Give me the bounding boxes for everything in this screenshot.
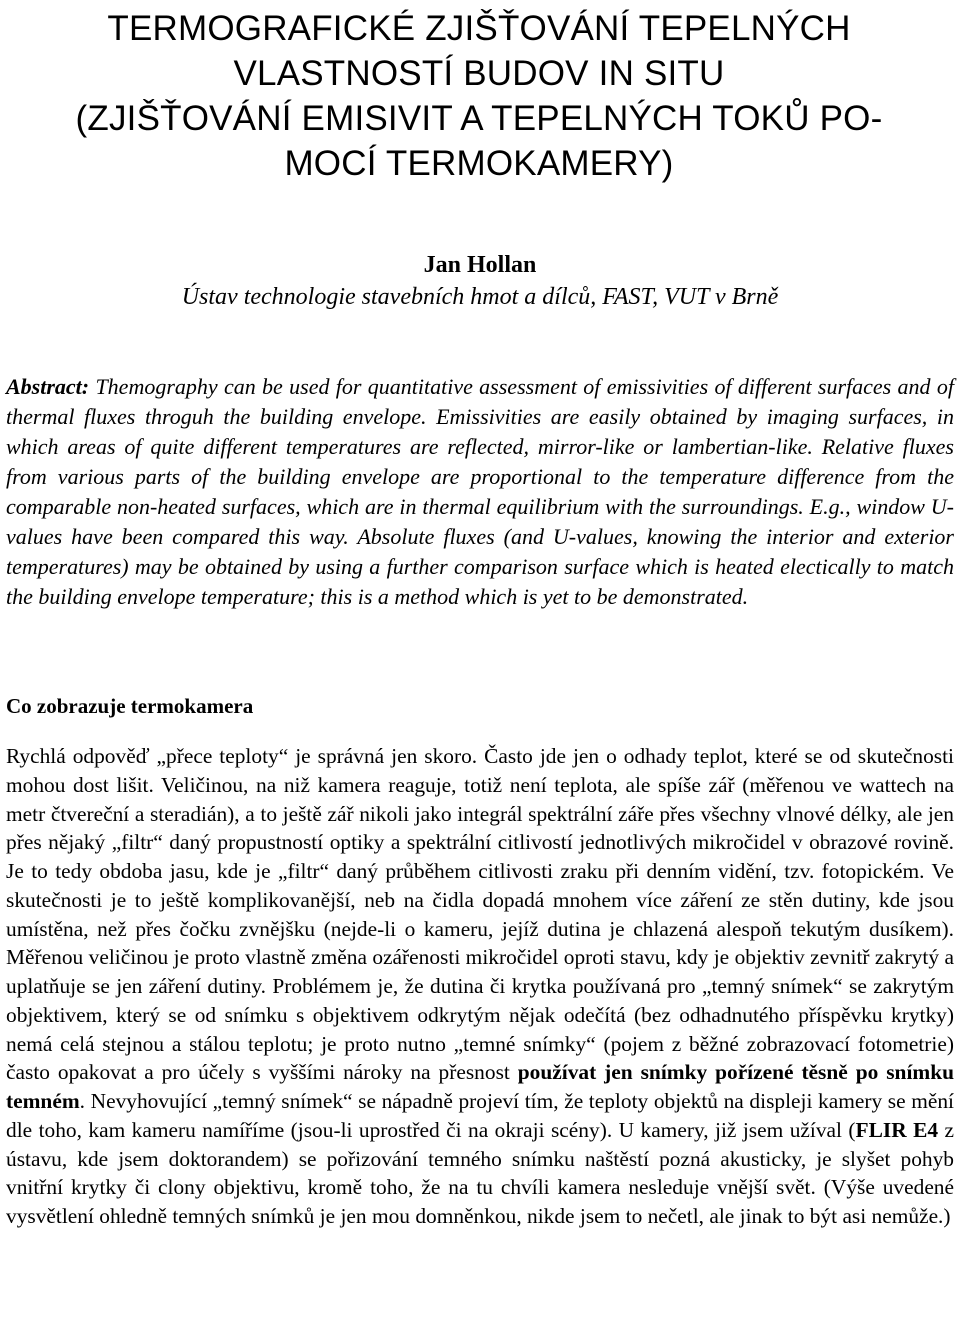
title-line: (ZJIŠŤOVÁNÍ EMISIVIT A TEPELNÝCH TOKŮ PO- — [75, 99, 883, 138]
abstract-text: Themography can be used for quantitative assessment of emissivities of different surfaces and of thermal fluxes throguh the building envelope. Emissivities are easily obtained by imaging surfaces, in which areas of quite different temperatures are reflected, mirror-like or lambertian-like. Relative fluxes from various parts of the building envelope are proportional to the temperature difference from the comparable non-heated surfaces, which are in thermal equilibrium with the surroundings. E.g., window U-values have been compared this way. Absolute fluxes (and U-values, knowing the interior and exterior temperatures) may be obtained by using a further comparison surface which is heated electically to match the building envelope temperature; this is a method which is yet to be demonstrated. — [6, 374, 954, 609]
section-paragraph — [6, 742, 954, 1231]
paragraph-emphasis: používat jen snímky pořízené těsně po snímku temném — [6, 1060, 955, 1113]
title-line: VLASTNOSTÍ BUDOV IN SITU — [233, 54, 725, 93]
paragraph-text: z ústavu, kde jsem doktorandem) se pořizování temného snímku naštěstí pozná akusticky, je slyšet pohyb vnitřní krytky či clony objektivu, kromě toho, že na tu chvíli kamera nesleduje vnější svět. (Výše uvedené vysvětlení ohledně temných snímků je jen mou domněnkou, nikde jsem to nečetl, ale jinak to být asi nemůže.) — [6, 1117, 955, 1228]
author-affiliation: Ústav technologie stavebních hmot a dílců, FAST, VUT v Brně — [181, 284, 779, 310]
paper-title — [6, 6, 952, 186]
author-name: Jan Hollan — [423, 252, 537, 278]
abstract — [6, 372, 954, 612]
paragraph-text: . Nevyhovující „temný snímek“ se nápadně projeví tím, že teploty objektů na displeji kamery se mění dle toho, kam kameru namíříme (jsou-li uprostřed či na okraji scény). U kamery, již jsem užíval ( — [6, 1089, 954, 1142]
camera-model: FLIR E4 — [855, 1117, 939, 1142]
title-line: TERMOGRAFICKÉ ZJIŠŤOVÁNÍ TEPELNÝCH — [107, 9, 851, 48]
title-line: MOCÍ TERMOKAMERY) — [284, 144, 674, 183]
section-heading: Co zobrazuje termokamera — [6, 694, 254, 718]
abstract-label: Abstract: — [6, 374, 90, 399]
paragraph-text: Rychlá odpověď „přece teploty“ je správná jen skoro. Často jde jen o odhady teplot, které se od skutečnosti mohou dost lišit. Veličinou, na niž kamera reaguje, totiž není teplota, ale spíše zář (měřenou ve wattech na metr čtvereční a steradián), a to ještě zář nikoli jako integrál spektrální záře přes všechny vlnové délky, ale jen přes nějaký „filtr“ daný propustností optiky a spektrální citlivostí jednotlivých mikročidel v obrazové rovině. Je to tedy obdoba jasu, kde je „filtr“ daný průběhem citlivosti zraku při denním vidění, tzv. fotopickém. Ve skutečnosti je to ještě komplikovanější, neb na čidla dopadá mnohem více záření ze stěn dutiny, kde jsou umístěna, než přes čočku zvnějšku (nejde-li o kameru, jejíž dutina je chlazená alespoň tekutým dusíkem). Měřenou veličinou je proto vlastně změna ozářenosti mikročidel oproti stavu, kdy je objektiv zevnitř zakrytý a uplatňuje se jen záření dutiny. Problémem je, že dutina či krytka používaná pro „temný snímek“ se zakrytým objektivem, který se od snímku s objektivem odkrytým nějak odečítá (bez odhadnutého příspěvku krytky) nemá celá stejnou a stálou teplotu; je proto nutno „temné snímky“ (pojem z běžné zobrazovací fotometrie) často opakovat a pro účely s vyššími nároky na přesnost — [6, 744, 954, 1085]
